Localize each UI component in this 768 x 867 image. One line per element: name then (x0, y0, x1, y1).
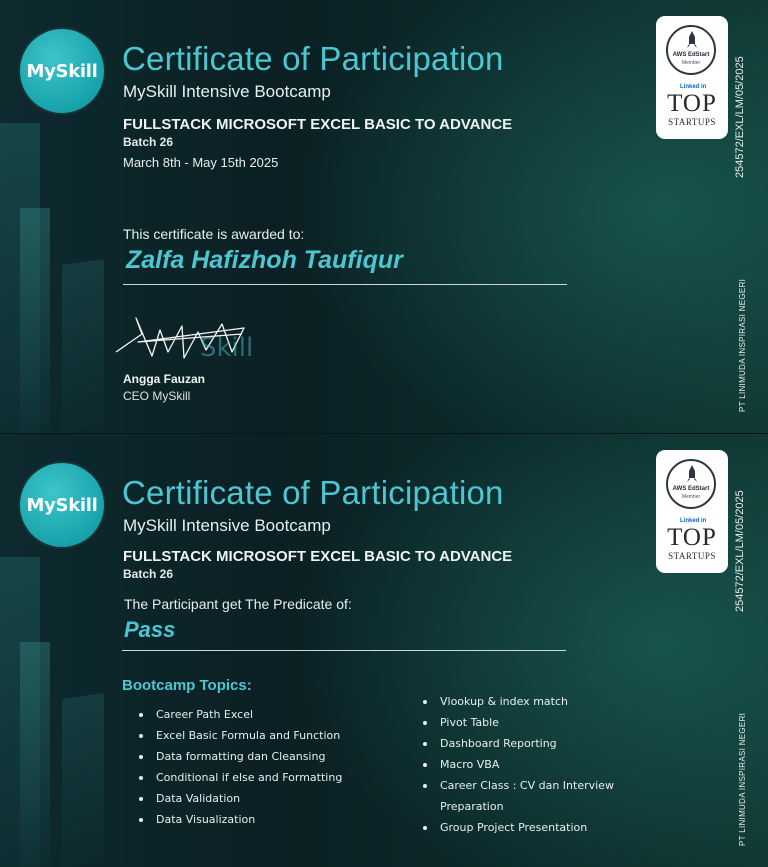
signer-title: CEO MySkill (123, 389, 191, 403)
aws-edstart-badge (666, 459, 716, 509)
decorative-bar (62, 259, 104, 433)
course-name: FULLSTACK MICROSOFT EXCEL BASIC TO ADVANCE (123, 116, 513, 133)
recipient-name: Zalfa Hafizhoh Taufiqur (126, 246, 403, 274)
course-name: FULLSTACK MICROSOFT EXCEL BASIC TO ADVANCE (123, 548, 513, 565)
topic-item: Career Path Excel (130, 704, 390, 725)
startups-label: STARTUPS (668, 551, 716, 561)
certificate-page-back (0, 433, 768, 867)
aws-edstart-badge (666, 25, 716, 75)
topic-item: Conditional if else and Formatting (130, 767, 390, 788)
decorative-bar (20, 208, 50, 433)
myskill-logo (20, 463, 104, 547)
linkedin-label: Linked in (680, 518, 707, 524)
partner-badge (656, 450, 728, 573)
startups-label: STARTUPS (668, 117, 716, 127)
partner-badge (656, 16, 728, 139)
topic-item: Career Class : CV dan Interview Preparation (414, 775, 654, 817)
aws-member: Member (681, 60, 701, 66)
aws-label: AWS EdStart (672, 486, 710, 492)
topic-item: Group Project Presentation (414, 817, 654, 838)
certificate-title: Certificate of Participation (122, 40, 504, 77)
decorative-bar (62, 693, 104, 867)
company-name: PT LINIMUDA INSPIRASI NEGERI (738, 712, 747, 846)
bootcamp-subtitle: MySkill Intensive Bootcamp (123, 516, 331, 535)
decorative-bar (20, 642, 50, 867)
topic-item: Dashboard Reporting (414, 733, 654, 754)
topic-item: Data formatting dan Cleansing (130, 746, 390, 767)
linkedin-label: Linked in (680, 84, 707, 90)
top-label: TOP (667, 90, 717, 117)
topics-list-left (130, 704, 390, 830)
topic-item: Data Visualization (130, 809, 390, 830)
svg-text:Skill: Skill (200, 333, 254, 363)
signature-image (112, 312, 272, 368)
certificate-page-front (0, 0, 768, 433)
batch-label: Batch 26 (123, 135, 174, 149)
rocket-icon (687, 31, 697, 49)
topics-heading: Bootcamp Topics: (122, 677, 252, 694)
award-label: This certificate is awarded to: (123, 226, 305, 242)
company-name: PT LINIMUDA INSPIRASI NEGERI (738, 278, 747, 412)
certificate-id: 254572/EXL/LM/05/2025 (734, 56, 746, 178)
rocket-icon (687, 465, 697, 483)
predicate-label: The Participant get The Predicate of: (124, 596, 352, 612)
certificate-id: 254572/EXL/LM/05/2025 (734, 490, 746, 612)
topic-item: Excel Basic Formula and Function (130, 725, 390, 746)
logo-text: MySkill (26, 494, 98, 516)
batch-label: Batch 26 (123, 567, 174, 581)
divider-line (122, 650, 566, 651)
aws-member: Member (681, 494, 701, 500)
course-dates: March 8th - May 15th 2025 (123, 155, 279, 170)
myskill-logo (20, 29, 104, 113)
topics-list-right (414, 691, 654, 838)
aws-label: AWS EdStart (672, 52, 710, 58)
predicate-value: Pass (124, 617, 176, 642)
certificate-title: Certificate of Participation (122, 474, 504, 511)
top-label: TOP (667, 524, 717, 551)
topic-item: Data Validation (130, 788, 390, 809)
topic-item: Vlookup & index match (414, 691, 654, 712)
bootcamp-subtitle: MySkill Intensive Bootcamp (123, 82, 331, 101)
divider-line (123, 284, 567, 285)
logo-text: MySkill (26, 60, 98, 82)
signer-name: Angga Fauzan (123, 372, 206, 386)
topic-item: Pivot Table (414, 712, 654, 733)
topic-item: Macro VBA (414, 754, 654, 775)
